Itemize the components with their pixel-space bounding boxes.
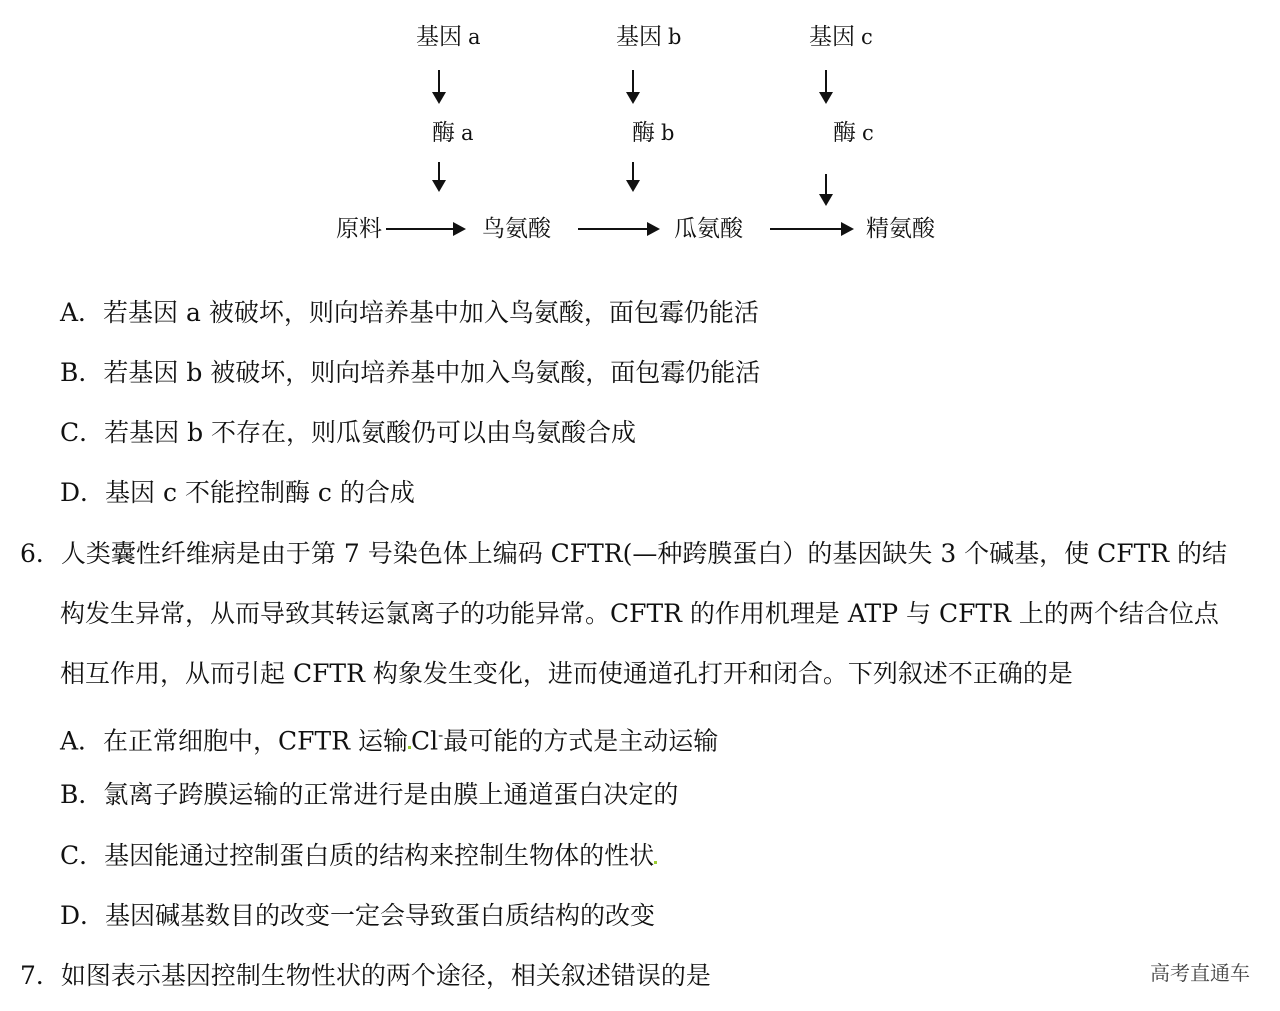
arrow-ornithine-to-citrulline bbox=[578, 228, 658, 230]
q5-option-a: A．若基因 a 被破坏，则向培养基中加入鸟氨酸，面包霉仍能活 bbox=[60, 298, 759, 327]
q5-option-d: D．基因 c 不能控制酶 c 的合成 bbox=[60, 478, 415, 507]
enzyme-b-label: 酶 b bbox=[632, 120, 675, 146]
q6-option-c: C．基因能通过控制蛋白质的结构来控制生物体的性状 bbox=[60, 839, 657, 873]
mark-dot bbox=[654, 861, 657, 864]
q6-stem-line2: 构发生异常，从而导致其转运氯离子的功能异常。CFTR 的作用机理是 ATP 与 CFTR 上的两个结合位点 bbox=[60, 599, 1219, 628]
q6-option-b: B．氯离子跨膜运输的正常进行是由膜上通道蛋白决定的 bbox=[60, 780, 679, 809]
q6-option-a: A．在正常细胞中，CFTR 运输 Cl-最可能的方式是主动运输 bbox=[60, 726, 719, 756]
pathway-diagram bbox=[0, 0, 1280, 270]
q7-stem: 7．如图表示基因控制生物性状的两个途径，相关叙述错误的是 bbox=[20, 961, 711, 990]
arrow-raw-to-ornithine bbox=[386, 228, 464, 230]
arginine-label: 精氨酸 bbox=[866, 216, 935, 242]
raw-material-label: 原料 bbox=[336, 216, 382, 242]
citrulline-label: 瓜氨酸 bbox=[674, 216, 743, 242]
arrow-enzyme-b-to-step2 bbox=[632, 162, 634, 190]
ornithine-label: 鸟氨酸 bbox=[482, 216, 551, 242]
q5-option-b: B．若基因 b 被破坏，则向培养基中加入鸟氨酸，面包霉仍能活 bbox=[60, 358, 761, 387]
enzyme-c-label: 酶 c bbox=[833, 120, 874, 146]
arrow-citrulline-to-arginine bbox=[770, 228, 852, 230]
enzyme-a-label: 酶 a bbox=[432, 120, 474, 146]
gene-a-label: 基因 a bbox=[416, 24, 481, 50]
watermark: 高考直通车 bbox=[1150, 961, 1250, 985]
gene-b-label: 基因 b bbox=[616, 24, 682, 50]
gene-c-label: 基因 c bbox=[809, 24, 873, 50]
q6-stem-line3: 相互作用，从而引起 CFTR 构象发生变化，进而使通道孔打开和闭合。下列叙述不正确的是 bbox=[60, 659, 1073, 688]
arrow-enzyme-c-to-step3 bbox=[825, 174, 827, 204]
arrow-gene-a-to-enzyme-a bbox=[438, 70, 440, 102]
q6-option-d: D．基因碱基数目的改变一定会导致蛋白质结构的改变 bbox=[60, 901, 656, 930]
q6-stem-line1: 6．人类囊性纤维病是由于第 7 号染色体上编码 CFTR(—种跨膜蛋白）的基因缺失 3 个碱基，使 CFTR 的结 bbox=[20, 539, 1228, 568]
arrow-enzyme-a-to-step1 bbox=[438, 162, 440, 190]
arrow-gene-c-to-enzyme-c bbox=[825, 70, 827, 102]
q5-option-c: C．若基因 b 不存在，则瓜氨酸仍可以由鸟氨酸合成 bbox=[60, 418, 637, 447]
arrow-gene-b-to-enzyme-b bbox=[632, 70, 634, 102]
